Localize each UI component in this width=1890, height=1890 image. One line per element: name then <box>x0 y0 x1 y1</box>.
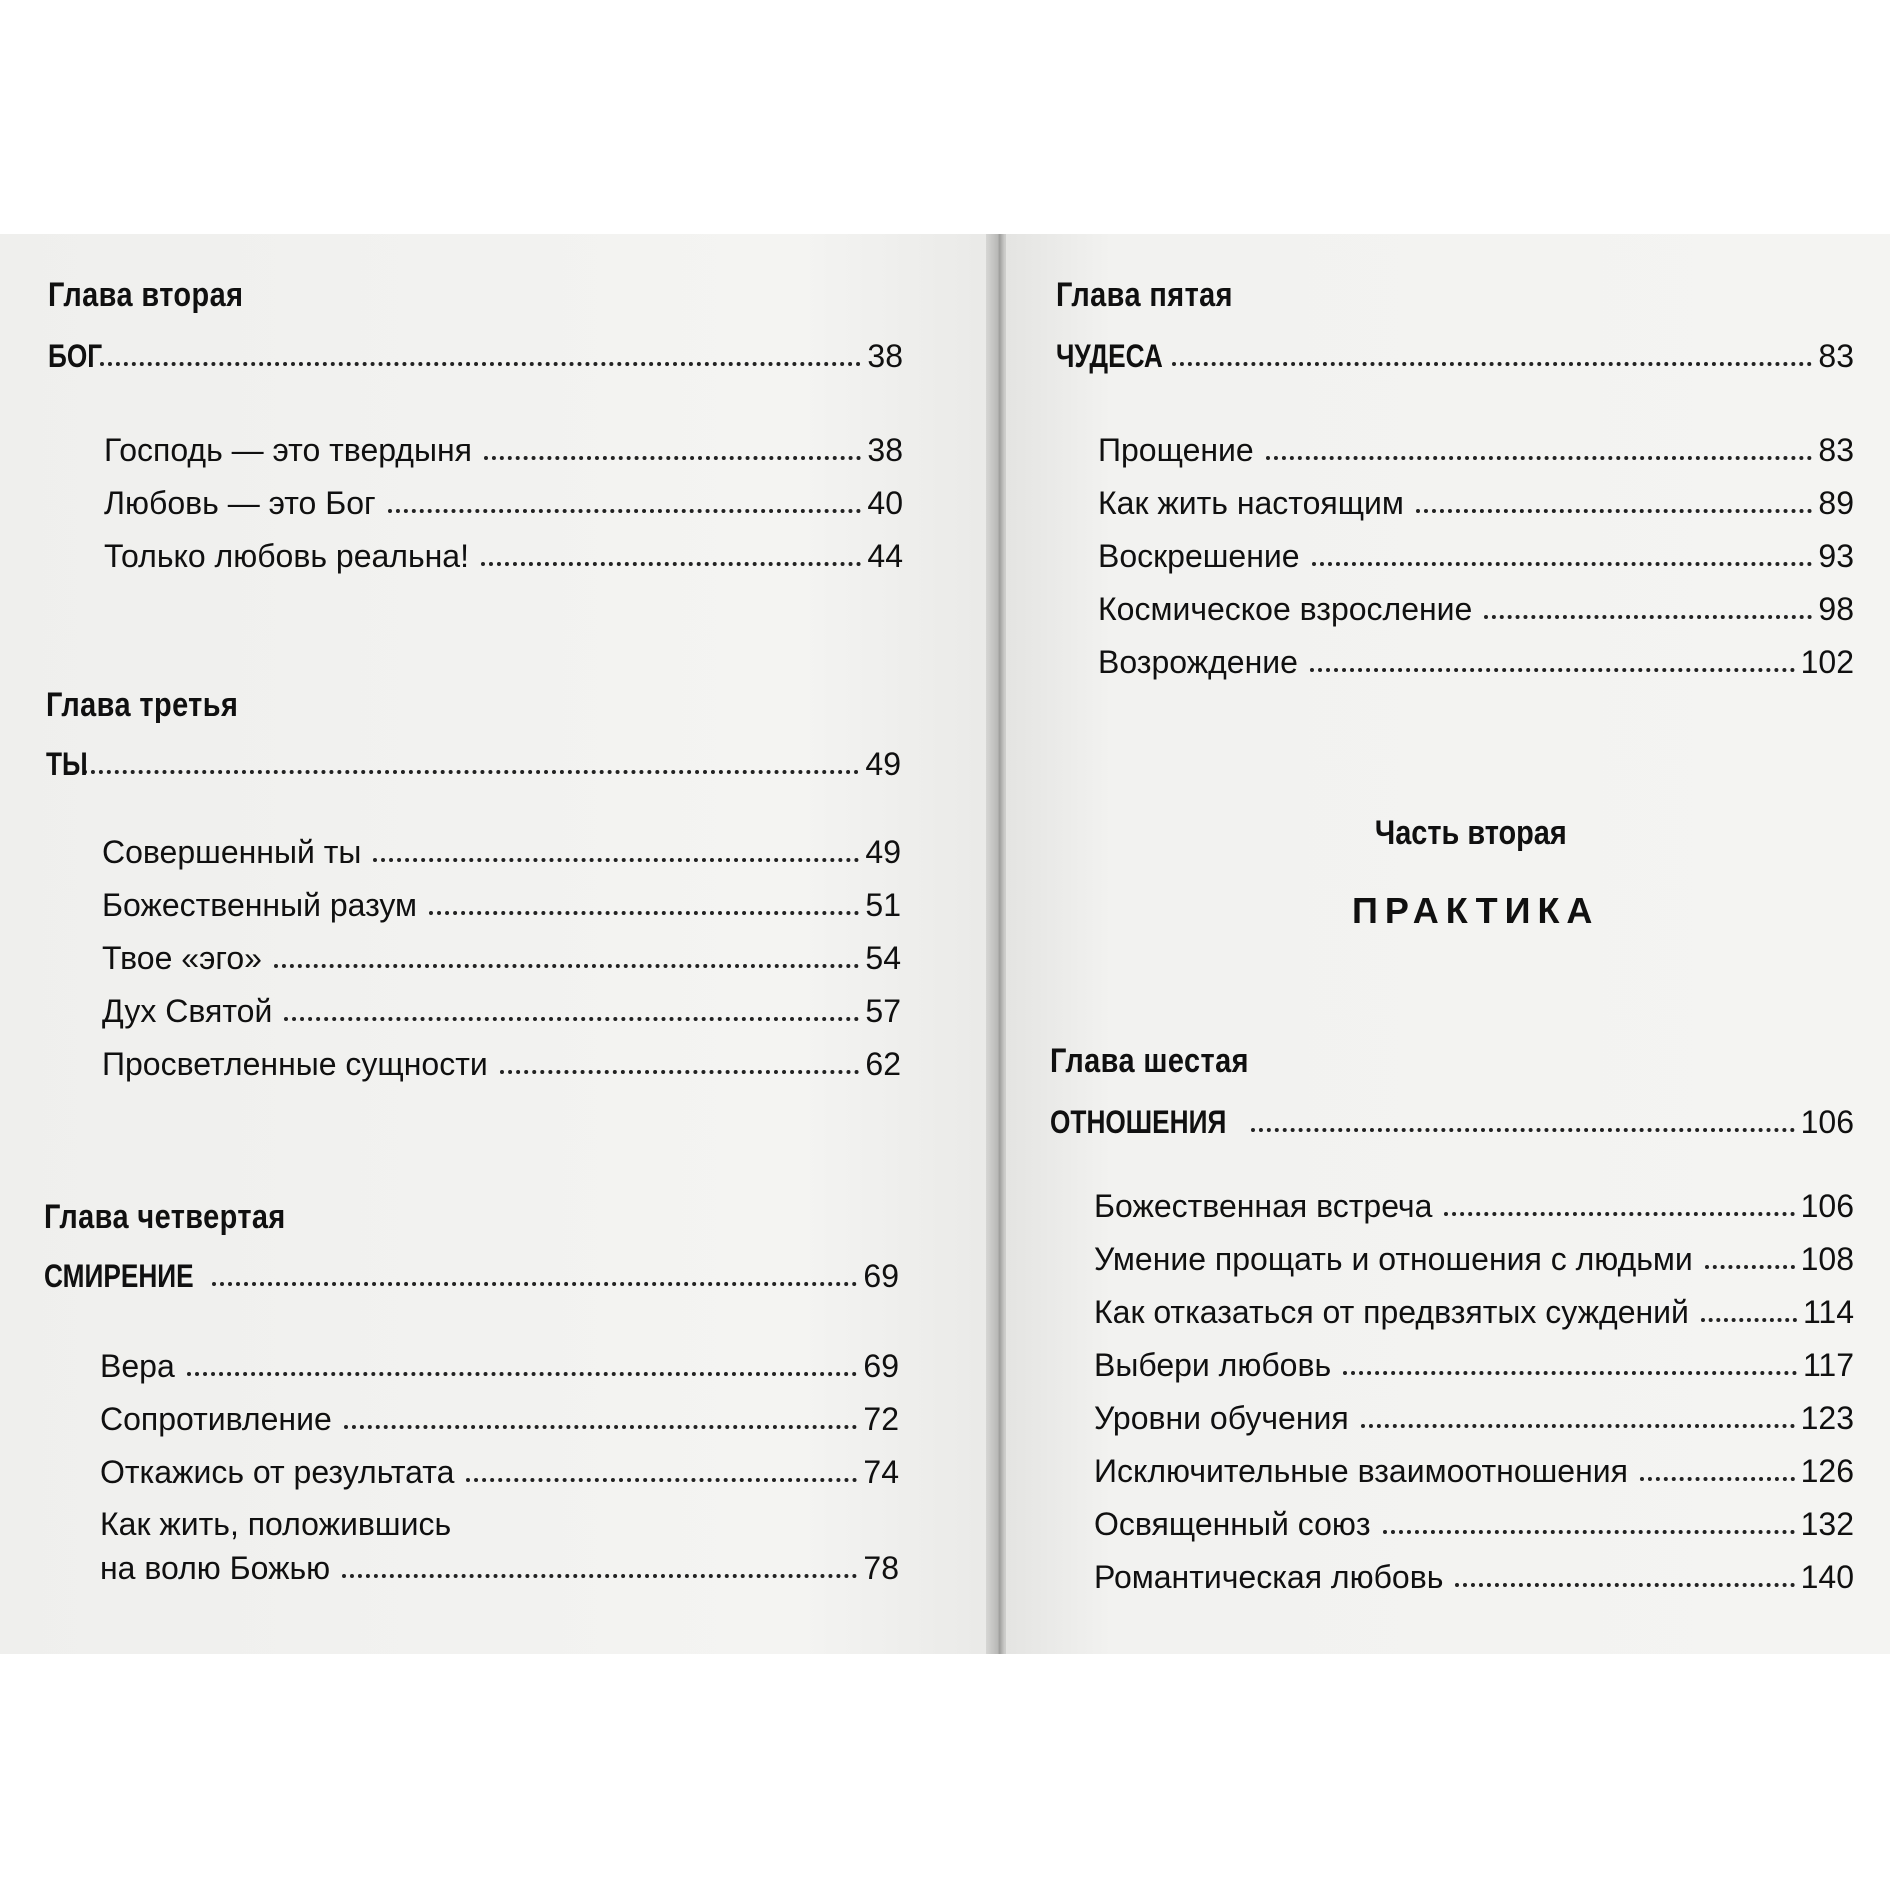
page-number: 62 <box>865 1046 901 1082</box>
page-number: 54 <box>865 940 901 976</box>
leader-dots <box>466 1478 857 1482</box>
chapter-title: ЧУДЕСА <box>1056 338 1163 374</box>
leader-dots <box>1310 668 1795 672</box>
leader-dots <box>500 1070 860 1074</box>
chapter-title: СМИРЕНИЕ <box>44 1258 194 1294</box>
leader-dots <box>388 509 862 513</box>
toc-entry <box>104 540 903 572</box>
toc-entry <box>1098 487 1854 519</box>
chapter-heading: Глава шестая <box>1050 1042 1249 1080</box>
page-number: 106 <box>1800 1188 1854 1224</box>
toc-entry-label: Откажись от результата <box>100 1454 455 1490</box>
toc-entry <box>102 836 901 868</box>
leader-dots <box>1705 1265 1795 1269</box>
leader-dots <box>1383 1530 1795 1534</box>
page-number: 83 <box>1818 432 1854 468</box>
toc-entry-label: Как жить настоящим <box>1098 485 1404 521</box>
toc-entry <box>1098 593 1854 625</box>
toc-entry <box>100 1552 899 1584</box>
leader-dots <box>100 362 861 366</box>
toc-entry <box>102 1048 901 1080</box>
leader-dots <box>429 911 859 915</box>
chapter-title-row <box>44 1260 899 1292</box>
chapter-heading: Глава четвертая <box>44 1198 286 1236</box>
toc-entry <box>1094 1402 1854 1434</box>
leader-dots <box>342 1574 857 1578</box>
leader-dots <box>1172 362 1812 366</box>
leader-dots <box>1312 562 1813 566</box>
left-page <box>0 234 1000 1654</box>
toc-entry-label: Просветленные сущности <box>102 1046 488 1082</box>
right-page <box>1006 234 1890 1654</box>
toc-entry-label: Дух Святой <box>102 993 273 1029</box>
leader-dots <box>344 1425 858 1429</box>
leader-dots <box>1361 1424 1795 1428</box>
leader-dots <box>1444 1212 1794 1216</box>
page-number: 114 <box>1802 1294 1854 1330</box>
page-number: 49 <box>865 746 901 782</box>
page-number: 74 <box>863 1454 899 1490</box>
leader-dots <box>484 456 861 460</box>
leader-dots <box>1266 456 1813 460</box>
book-spread <box>0 234 1890 1654</box>
chapter-title: ТЫ <box>46 746 88 782</box>
toc-entry <box>1094 1296 1854 1328</box>
toc-entry <box>102 942 901 974</box>
leader-dots <box>1640 1477 1795 1481</box>
page-number: 117 <box>1802 1347 1854 1383</box>
toc-entry-label: Возрождение <box>1098 644 1298 680</box>
toc-entry-label-line1: Как жить, положившись <box>100 1506 452 1542</box>
chapter-title-row <box>48 340 903 372</box>
toc-entry-label: Вера <box>100 1348 175 1384</box>
toc-entry <box>102 995 901 1027</box>
page-number: 49 <box>865 834 901 870</box>
toc-entry-label: Господь — это твердыня <box>104 432 472 468</box>
toc-entry <box>1098 646 1854 678</box>
toc-entry-label: Уровни обучения <box>1094 1400 1349 1436</box>
page-number: 69 <box>863 1348 899 1384</box>
toc-entry <box>102 889 901 921</box>
page-number: 108 <box>1800 1241 1854 1277</box>
toc-entry-label: Как отказаться от предвзятых суждений <box>1094 1294 1689 1330</box>
toc-entry-label: Освященный союз <box>1094 1506 1371 1542</box>
chapter-title-row <box>1050 1106 1854 1138</box>
toc-entry-label: Прощение <box>1098 432 1254 468</box>
leader-dots <box>187 1372 858 1376</box>
page-number: 83 <box>1818 338 1854 374</box>
leader-dots <box>481 562 861 566</box>
page-number: 140 <box>1800 1559 1854 1595</box>
toc-entry-label: Сопротивление <box>100 1401 332 1437</box>
toc-entry-label: Совершенный ты <box>102 834 362 870</box>
toc-entry <box>100 1403 899 1435</box>
leader-dots <box>284 1017 859 1021</box>
page-number: 93 <box>1818 538 1854 574</box>
toc-entry-label: Божественный разум <box>102 887 418 923</box>
toc-entry-label: Исключительные взаимоотношения <box>1094 1453 1628 1489</box>
page-number: 44 <box>867 538 903 574</box>
leader-dots <box>1701 1318 1797 1322</box>
toc-entry-label: Твое «эго» <box>102 940 262 976</box>
chapter-heading: Глава вторая <box>48 276 244 314</box>
leader-dots <box>212 1282 857 1286</box>
toc-entry <box>1094 1561 1854 1593</box>
leader-dots <box>274 964 859 968</box>
toc-entry <box>1094 1349 1854 1381</box>
part-heading: Часть вторая <box>1374 814 1567 852</box>
toc-entry <box>1094 1508 1854 1540</box>
toc-entry-label: Только любовь реальна! <box>104 538 469 574</box>
chapter-title: БОГ <box>48 338 103 374</box>
page-number: 40 <box>867 485 903 521</box>
page-number: 72 <box>863 1401 899 1437</box>
page-number: 126 <box>1800 1453 1854 1489</box>
leader-dots <box>83 770 860 774</box>
toc-entry <box>100 1456 899 1488</box>
chapter-title: ОТНОШЕНИЯ <box>1050 1104 1227 1140</box>
toc-entry <box>1094 1190 1854 1222</box>
page-number: 106 <box>1800 1104 1854 1140</box>
toc-entry-label: Романтическая любовь <box>1094 1559 1444 1595</box>
chapter-heading: Глава пятая <box>1056 276 1233 314</box>
page-number: 98 <box>1818 591 1854 627</box>
page-number: 51 <box>865 887 901 923</box>
page-number: 57 <box>865 993 901 1029</box>
toc-entry-label: Космическое взросление <box>1098 591 1473 627</box>
chapter-title-row <box>46 748 901 780</box>
toc-entry <box>100 1350 899 1382</box>
page-number: 102 <box>1800 644 1854 680</box>
leader-dots <box>1484 615 1812 619</box>
toc-entry <box>1098 540 1854 572</box>
toc-entry-label: Выбери любовь <box>1094 1347 1332 1383</box>
leader-dots <box>1343 1371 1797 1375</box>
leader-dots <box>1251 1128 1795 1132</box>
leader-dots <box>1416 509 1812 513</box>
leader-dots <box>1455 1583 1794 1587</box>
page-number: 123 <box>1800 1400 1854 1436</box>
toc-entry <box>104 487 903 519</box>
leader-dots <box>373 858 859 862</box>
page-number: 78 <box>863 1550 899 1586</box>
part-title: ПРАКТИКА <box>1352 890 1600 931</box>
toc-entry <box>1098 434 1854 466</box>
page-number: 132 <box>1800 1506 1854 1542</box>
chapter-title-row <box>1056 340 1854 372</box>
toc-entry-label-line2: на волю Божью <box>100 1550 331 1586</box>
toc-entry-label: Любовь — это Бог <box>104 485 376 521</box>
page-number: 89 <box>1818 485 1854 521</box>
toc-entry <box>1094 1243 1854 1275</box>
chapter-heading: Глава третья <box>46 686 239 724</box>
toc-entry-label: Воскрешение <box>1098 538 1300 574</box>
toc-entry <box>104 434 903 466</box>
page-number: 38 <box>867 432 903 468</box>
toc-entry <box>1094 1455 1854 1487</box>
page-number: 38 <box>867 338 903 374</box>
toc-entry-label: Божественная встреча <box>1094 1188 1433 1224</box>
toc-entry-label: Умение прощать и отношения с людьми <box>1094 1241 1693 1277</box>
page-number: 69 <box>863 1258 899 1294</box>
